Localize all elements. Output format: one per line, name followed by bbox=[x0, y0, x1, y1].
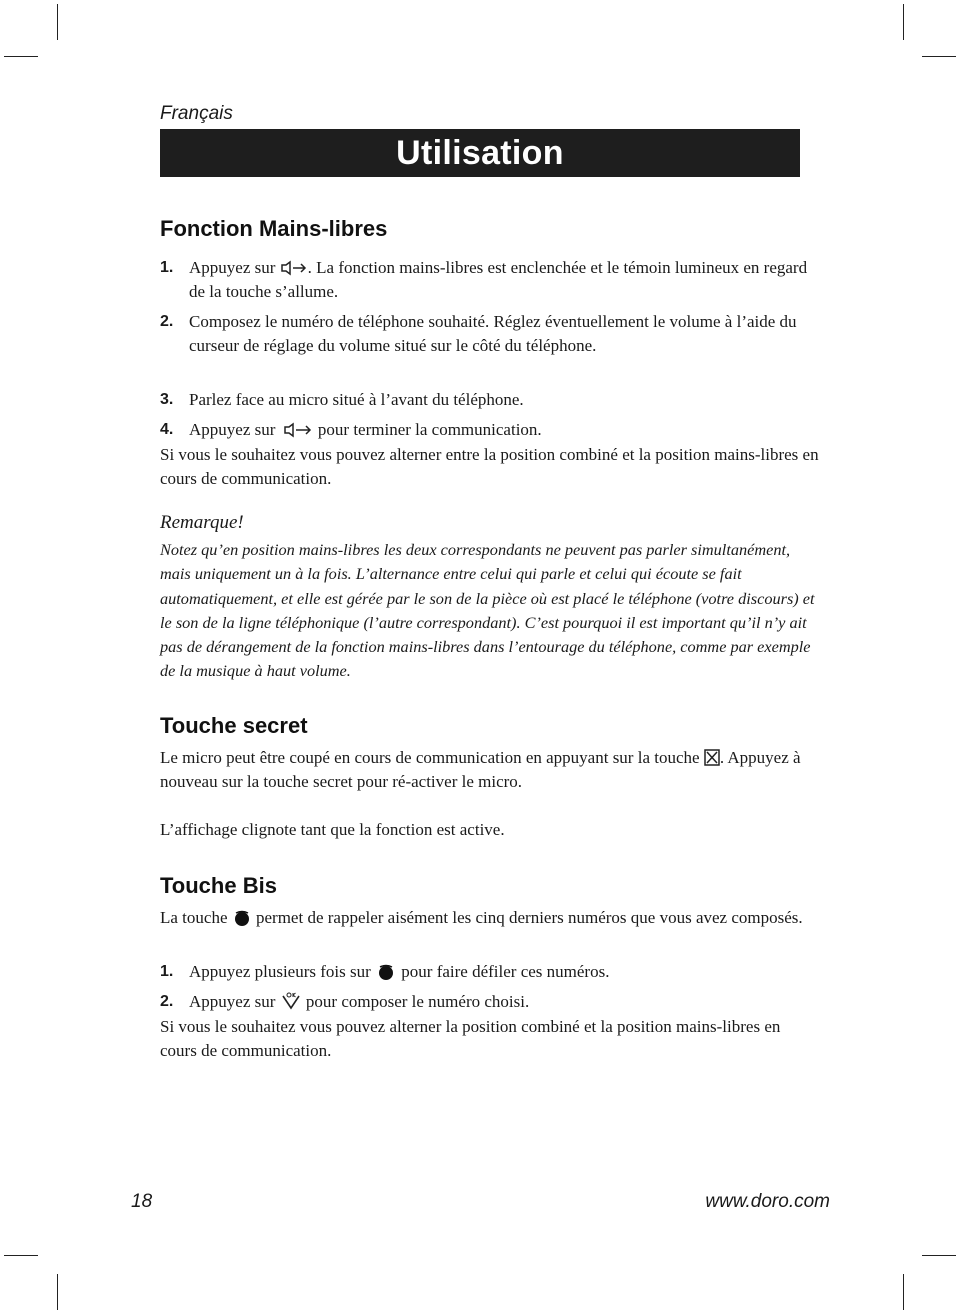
crop-mark bbox=[903, 4, 904, 40]
step-number: 1. bbox=[160, 963, 174, 980]
step-number: 1. bbox=[160, 259, 174, 276]
crop-mark bbox=[922, 1255, 956, 1256]
speaker-key-icon bbox=[280, 260, 308, 276]
mute-key-icon bbox=[704, 749, 720, 766]
ok-key-icon bbox=[280, 992, 302, 1010]
section-heading-secret: Touche secret bbox=[160, 713, 308, 738]
redial-key-icon bbox=[375, 964, 397, 980]
list-item: 3. Parlez face au micro situé à l’avant du téléphone. bbox=[160, 388, 820, 412]
remark-title: Remarque! bbox=[160, 512, 244, 533]
language-label: Français bbox=[160, 103, 233, 124]
page-title: Utilisation bbox=[396, 134, 564, 172]
crop-mark bbox=[4, 56, 38, 57]
step-number: 3. bbox=[160, 391, 174, 408]
crop-mark bbox=[903, 1274, 904, 1310]
paragraph: La touche permet de rappeler aisément les cinq derniers numéros que vous avez composés. bbox=[160, 908, 803, 927]
list-item: 4. Appuyez sur pour terminer la communication. bbox=[160, 418, 820, 442]
footer-url: www.doro.com bbox=[705, 1191, 830, 1212]
paragraph: Si vous le souhaitez vous pouvez alterner la position combiné et la position mains-libres en cours de communication. bbox=[160, 1017, 781, 1060]
list-item: 2. Composez le numéro de téléphone souhaité. Réglez éventuellement le volume à l’aide du curseur de réglage du volume situé sur le côté du téléphone. bbox=[160, 312, 797, 355]
list-item: 2. Appuyez sur pour composer le numéro choisi. bbox=[160, 990, 820, 1014]
section-heading-bis: Touche Bis bbox=[160, 873, 277, 898]
step-number: 2. bbox=[160, 313, 174, 330]
speaker-key-icon bbox=[280, 422, 314, 438]
remark-text: Notez qu’en position mains-libres les deux correspondants ne peuvent pas parler simultanément, mais uniquement un à la fois. L’alternance entre celui qui parle et celui qui écoute se fait automatiquement, et elle est gérée par le son de la pièce où est placé le téléphone (votre discours) et le son de la ligne téléphonique (l’autre correspondant). C’est pourquoi il est important qu’il n’y ait pas de dérangement de la fonction mains-libres dans l’entourage du téléphone, comme par exemple de la musique à haut volume. bbox=[160, 540, 815, 681]
crop-mark bbox=[922, 56, 956, 57]
crop-mark bbox=[4, 1255, 38, 1256]
page-number: 18 bbox=[131, 1191, 153, 1212]
list-item: 1. Appuyez plusieurs fois sur pour faire défiler ces numéros. bbox=[160, 960, 820, 984]
crop-mark bbox=[57, 4, 58, 40]
paragraph: Si vous le souhaitez vous pouvez alterner entre la position combiné et la position mains-libres en cours de communication. bbox=[160, 445, 819, 488]
paragraph: L’affichage clignote tant que la fonction est active. bbox=[160, 820, 505, 839]
step-number: 2. bbox=[160, 993, 174, 1010]
title-banner bbox=[160, 129, 800, 177]
step-number: 4. bbox=[160, 421, 174, 438]
section-heading-mains-libres: Fonction Mains-libres bbox=[160, 216, 388, 241]
redial-key-icon bbox=[232, 910, 252, 926]
crop-mark bbox=[57, 1274, 58, 1310]
list-item: 1. Appuyez sur . La fonction mains-libres est enclenchée et le témoin lumineux en regard de la touche s’allume. bbox=[160, 258, 808, 301]
paragraph: Le micro peut être coupé en cours de communication en appuyant sur la touche . Appuyez à nouveau sur la touche secret pour ré-activer le micro. bbox=[160, 748, 801, 791]
